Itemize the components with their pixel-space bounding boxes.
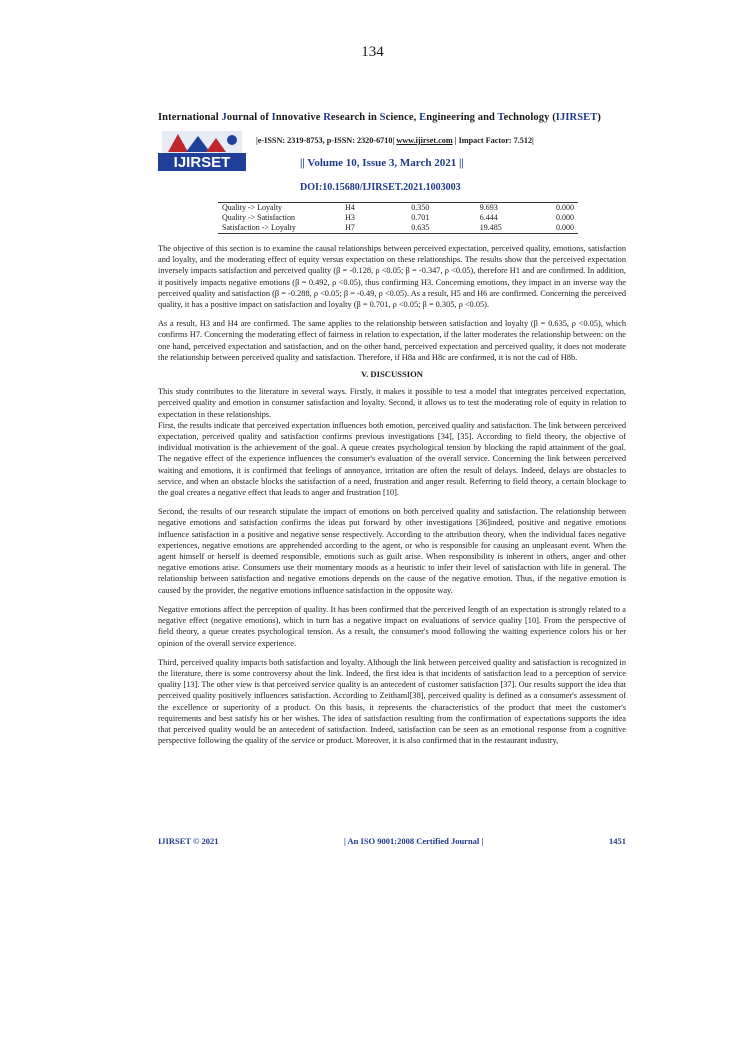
journal-title-segment: ngineering and xyxy=(426,112,498,123)
paragraph: The objective of this section is to examine the causal relationships between perceived expectation, perceived quality, emotions, satisfaction and loyalty, and the moderating effect of equity versus expectation on these relationships. The results show that the perceived expectation inversely impacts satisfaction and perceived quality (β = -0.128, ρ <0.05; β = -0.347, ρ <0.05), therefore H1 and are confirmed. In addition, it positively impacts negative emotions (β = 0.492, ρ <0.05), thus confirming H3. Concerning emotions, they impact in an inverse way the perceived quality and satisfaction (β = -0.288, ρ <0.05; β = -0.49, ρ <0.05). As a result, H5 and H6 are confirmed. Concerning the perceived quality, it has a positive impact on satisfaction and loyalty (β = 0.701, ρ <0.05; β = 0.305, ρ <0.05). xyxy=(158,244,626,310)
issn-line xyxy=(256,136,534,145)
journal-title-segment: nnovative xyxy=(275,112,324,123)
paragraph: As a result, H3 and H4 are confirmed. The same applies to the relationship between satisfaction and loyalty (β = 0.635, ρ <0.05), which confirms H7. Concerning the moderating effect of fairness in relation to expectation, if the latter moderates the relationship between: on the one hand, perceived expectation and satisfaction, and on the other hand, perceived expectation and perceived quality, it does not moderate the relationship between perceived quality and satisfaction. Therefore, if H8a and H8c are confirmed, it is not the cad of H8b. xyxy=(158,319,626,362)
table-cell: 9.693 xyxy=(476,203,552,214)
issn-prefix: |e-ISSN: 2319-8753, p-ISSN: 2320-6710| xyxy=(256,136,397,145)
journal-title-initial: E xyxy=(419,112,427,123)
paragraph: Second, the results of our research stipulate the impact of emotions on both perceived quality and satisfaction. The relationship between negative emotions and satisfaction confirms the ideas put forward by other investigations [36]indeed, positive and negative emotions influence satisfaction in a positive and negative sense respectively. According to the attribution theory, when the individual faces negative experiences, negative emotions are apprehended according to the agent, or who is responsible for causing an unpleasant event. When the agent himself or herself is deemed responsible, emotions such as guilt arise. When responsibility is inherent in others, anger and other negative emotions arise. Consumers use their momentary moods as a heuristic to infer their level of satisfaction with life in general. The relationship between satisfaction and negative emotions depends on the cause of the negative emotion. Thus, if the negative emotion is caused by the provider, the negative emotions influence satisfaction in the opposite way. xyxy=(158,507,626,595)
journal-title-segment: ournal of xyxy=(226,112,272,123)
table-cell: Quality -> Loyalty xyxy=(218,203,341,214)
table-cell: H3 xyxy=(345,213,355,222)
table-cell: 6.444 xyxy=(479,213,498,222)
paragraph: First, the results indicate that perceived expectation influences both emotion, perceived quality and satisfaction. The link between perceived expectation, perceived quality and satisfaction confirms previous investigations [34], [35]. According to field theory, the objective of individual motivation is the achievement of the goal. A queue creates psychological tension by blocking the rapid attainment of the goal. The negative effect of the experience influences the consumer's evaluation of the overall service. Concerning the link between perceived waiting and emotions, it is confirmed that feelings of annoyance, irritation are often the result of delays. Indeed, delays are obstacles to service, and when an obstacle blocks the satisfaction of a need, frustration and anger result. Referring to field theory, a certain blockage to the goal creates a negative effect that leads to anger and frustration [10]. xyxy=(158,420,626,498)
journal-title-segment: International xyxy=(158,112,222,123)
table-cell: 0.701 xyxy=(411,213,430,222)
journal-logo xyxy=(158,130,246,172)
impact-factor: | Impact Factor: 7.512| xyxy=(452,136,534,145)
table-cell: H7 xyxy=(341,223,407,234)
journal-title-initial: I xyxy=(271,112,276,123)
journal-title-initial: J xyxy=(221,112,227,123)
journal-title-segment: echnology ( xyxy=(503,112,556,123)
paragraph: Negative emotions affect the perception of quality. It has been confirmed that the perceived length of an expectation is strongly related to a negative effect (negative emotions), which in turn has a negative impact on evaluations of service quality [10]. From the perspective of field theory, a queue creates psychological tension. As a result, the consumer's mood following the waiting experience colors his or her opinion of the overall service experience. xyxy=(158,604,626,648)
volume-issue: || Volume 10, Issue 3, March 2021 || xyxy=(300,157,464,169)
logo-text: IJIRSET xyxy=(173,154,231,171)
table-cell: 19.485 xyxy=(476,223,552,234)
table-row xyxy=(218,223,578,234)
table-cell: Quality -> Satisfaction xyxy=(222,213,295,222)
page-number: 134 xyxy=(361,44,384,60)
table-cell: 0.350 xyxy=(407,203,475,214)
table-cell: 0.000 xyxy=(552,203,578,214)
journal-title-segment: ) xyxy=(597,112,601,123)
footer-certification: | An ISO 9001:2008 Certified Journal | xyxy=(344,836,484,846)
section-heading: V. DISCUSSION xyxy=(361,369,423,380)
table-cell: H4 xyxy=(341,203,407,214)
journal-title-initial: S xyxy=(379,112,386,123)
journal-title xyxy=(158,112,628,123)
footer-page-number: 1451 xyxy=(609,836,626,846)
table-cell: 0.000 xyxy=(552,223,578,234)
table-row xyxy=(218,203,578,214)
journal-title-initial: T xyxy=(497,112,504,123)
paragraph: Third, perceived quality impacts both satisfaction and loyalty. Although the link between perceived quality and satisfaction is recognized in the literature, there is some controversy about the link. Indeed, the first idea is that incidents of satisfaction lead to a perception of service quality [13]. The other view is that perceived service quality is an antecedent of customer satisfaction [37]. Our results support the idea that perceived quality positively influences satisfaction. According to Zeithaml[38], perceived quality is defined as a consumer's assessment of the excellence or superiority of a product. On this basis, it represents the characteristics of the product that meet the customer's requirements and best satisfy his or her wishes. The idea of satisfaction resulting from the confirmation of expectations supports the idea that perceived quality would be an antecedent of satisfaction. Indeed, satisfaction can be seen as an emotional response from a cognitive perspective following the quality of the service or product. Moreover, it is also confirmed that in the restaurant industry, xyxy=(158,657,626,746)
table-cell: 0.635 xyxy=(407,223,475,234)
journal-title-segment: cience, xyxy=(385,112,420,123)
table-row xyxy=(218,213,578,223)
table-cell: Satisfaction -> Loyalty xyxy=(218,223,341,234)
journal-title-initial: R xyxy=(323,112,331,123)
journal-title-segment: esearch in xyxy=(330,112,380,123)
paragraph: This study contributes to the literature in several ways. Firstly, it makes it possible to test a model that integrates perceived expectation, perceived quality and emotion in consumer satisfaction and loyalty. Second, it allows us to test the moderating role of equity in relation to expectation in these relationships. xyxy=(158,387,626,419)
doi: DOI:10.15680/IJIRSET.2021.1003003 xyxy=(300,182,461,193)
table-cell: 0.000 xyxy=(556,213,574,222)
body-text xyxy=(158,243,626,746)
results-table xyxy=(218,202,578,234)
journal-website-link[interactable]: www.ijirset.com xyxy=(396,136,453,145)
footer-copyright: IJIRSET © 2021 xyxy=(158,836,219,846)
journal-title-initial: IJIRSET xyxy=(555,112,598,123)
